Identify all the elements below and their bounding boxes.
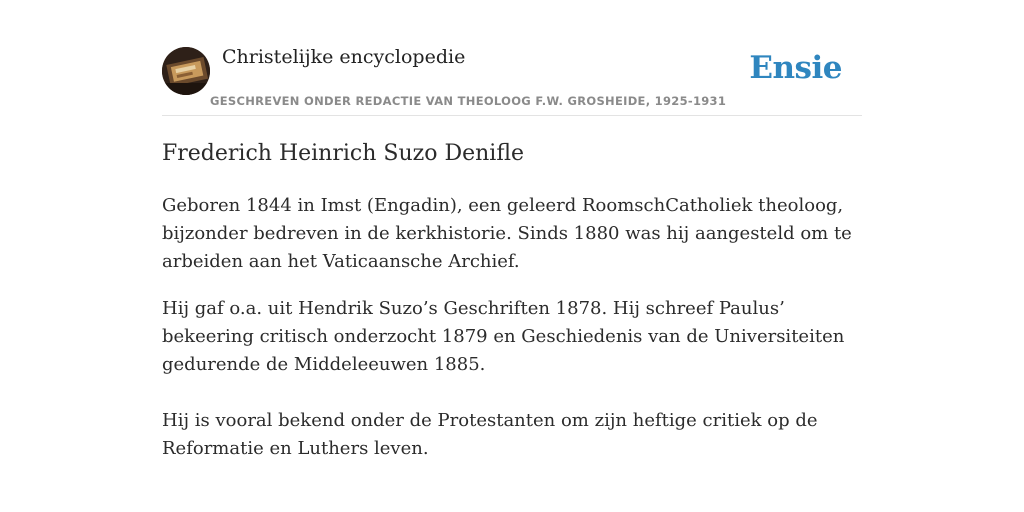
article-paragraph: Hij gaf o.a. uit Hendrik Suzo’s Geschriften 1878. Hij schreef Paulus’ bekeering critisch onderzocht 1879 en Geschiedenis van de Universiteiten gedurende de Middeleeuwen 1885. xyxy=(162,298,845,375)
page-title: Frederich Heinrich Suzo Denifle xyxy=(162,141,525,166)
site-subtitle: GESCHREVEN ONDER REDACTIE VAN THEOLOOG F.W. GROSHEIDE, 1925-1931 xyxy=(210,94,727,108)
site-avatar[interactable] xyxy=(162,47,210,95)
article-paragraph: Hij is vooral bekend onder de Protestanten om zijn heftige critiek op de Reformatie en Luthers leven. xyxy=(162,410,818,459)
book-cover-icon xyxy=(162,47,210,95)
article xyxy=(162,138,864,463)
ensie-logo[interactable]: Ensie xyxy=(749,50,842,86)
article-paragraph: Geboren 1844 in Imst (Engadin), een geleerd RoomschCatholiek theoloog, bijzonder bedreven in de kerkhistorie. Sinds 1880 was hij aangesteld om te arbeiden aan het Vaticaansche Archief. xyxy=(162,195,852,272)
site-title[interactable]: Christelijke encyclopedie xyxy=(222,46,466,68)
site-header xyxy=(162,46,862,116)
